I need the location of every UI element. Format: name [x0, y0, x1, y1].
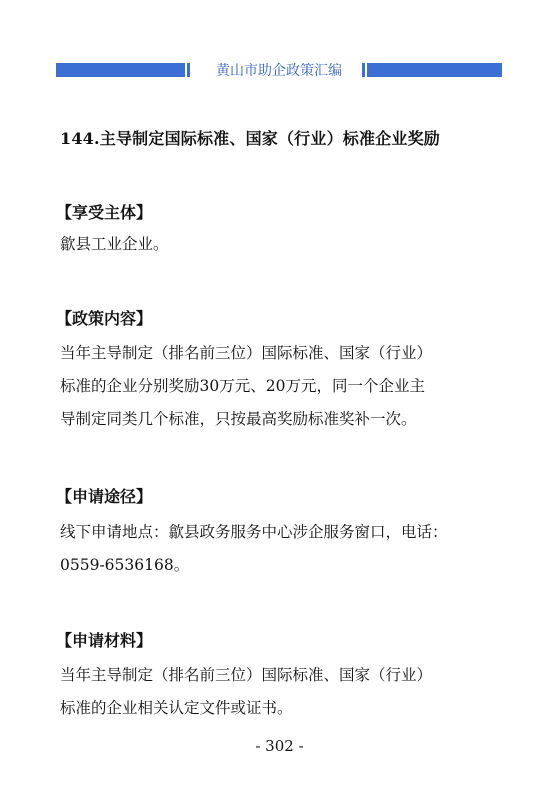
header-title: 黄山市助企政策汇编	[216, 63, 342, 79]
text-line: 标准的企业相关认定文件或证书。	[60, 699, 293, 717]
section-text-application	[60, 516, 506, 582]
section-text-materials	[60, 659, 506, 725]
section-text-content	[60, 337, 506, 436]
page-header	[56, 61, 502, 81]
text-line: 线下申请地点：歙县政务服务中心涉企服务窗口，电话：	[60, 523, 448, 541]
header-bar-left	[56, 63, 185, 77]
text-line: 0559-6536168。	[60, 556, 190, 574]
header-separator	[362, 63, 365, 77]
header-separator	[187, 63, 190, 77]
section-heading-content: 【政策内容】	[56, 309, 153, 328]
section-text-subject	[60, 228, 506, 261]
text-line: 当年主导制定（排名前三位）国际标准、国家（行业）	[60, 344, 433, 362]
text-line: 当年主导制定（排名前三位）国际标准、国家（行业）	[60, 666, 433, 684]
header-bar-right	[367, 63, 502, 77]
text-line: 标准的企业分别奖励30万元、20万元，同一个企业主	[60, 377, 425, 395]
document-title: 144.主导制定国际标准、国家（行业）标准企业奖励	[60, 129, 440, 148]
text-line: 歙县工业企业。	[60, 235, 169, 253]
section-heading-materials: 【申请材料】	[56, 631, 153, 650]
section-heading-subject: 【享受主体】	[56, 203, 153, 222]
text-line: 导制定同类几个标准，只按最高奖励标准奖补一次。	[60, 410, 417, 428]
page-number: - 302 -	[255, 737, 304, 755]
section-heading-application: 【申请途径】	[56, 487, 153, 506]
